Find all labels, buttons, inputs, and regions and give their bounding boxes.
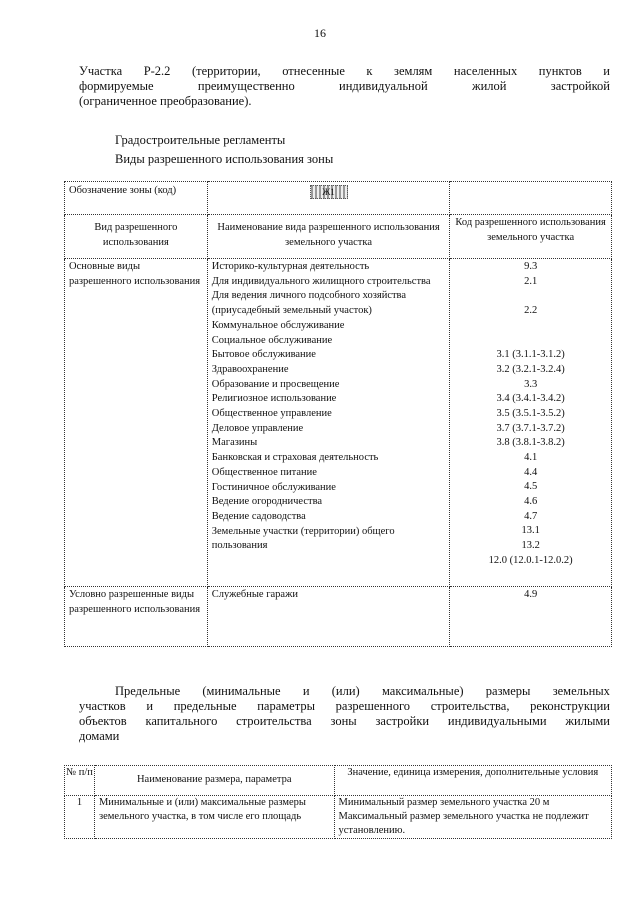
- word: пунктов: [538, 64, 582, 78]
- list-item: Коммунальное обслуживание: [211, 319, 345, 331]
- word: параметры: [257, 699, 315, 713]
- conditional-uses-row: [65, 587, 612, 647]
- word: участков: [79, 699, 126, 713]
- intro-line-2: [79, 79, 610, 94]
- word: застройки: [375, 714, 430, 728]
- list-item: Для индивидуального жилищного строительства: [211, 275, 431, 287]
- word: землям: [394, 64, 433, 78]
- list-item-code: 3.7 (3.7.1-3.7.2): [496, 422, 565, 434]
- list-item-code: 9.3: [524, 261, 538, 272]
- list-item: Общественное питание: [211, 466, 317, 478]
- list-item-code: 2.2: [524, 305, 538, 317]
- para-line-1: [79, 684, 610, 699]
- row-param-name: Минимальные и (или) максимальные размеры земельного участка, в том числе его площадь: [94, 796, 334, 839]
- list-item: Социальное обслуживание: [211, 334, 333, 346]
- list-item: Историко-культурная деятельность: [211, 261, 370, 272]
- heading-permitted-uses: Виды разрешенного использования зоны: [115, 152, 334, 166]
- table-header-row: [65, 215, 612, 259]
- list-item-code: 3.4 (3.4.1-3.4.2): [496, 393, 565, 405]
- header-param-name: Наименование размера, параметра: [94, 766, 334, 796]
- word: Р-2.2: [143, 64, 171, 78]
- list-item-code: 4.6: [524, 496, 538, 508]
- word: и: [146, 699, 154, 713]
- limits-paragraph: [79, 684, 610, 744]
- list-item: Религиозное использование: [211, 393, 337, 405]
- word: формируемые: [79, 79, 154, 93]
- list-item: Магазины: [211, 437, 258, 449]
- list-item-code: 3.5 (3.5.1-3.5.2): [496, 407, 565, 419]
- permitted-use-table: [64, 181, 612, 647]
- list-item-code: 13.1: [521, 525, 540, 537]
- list-item: Земельные участки (территории) общего пользования: [211, 525, 395, 552]
- conditional-uses-label: Условно разрешенные виды разрешенного использования: [65, 587, 208, 647]
- word: отнесенные: [282, 64, 345, 78]
- word: строительства,: [430, 699, 510, 713]
- word: населенных: [453, 64, 518, 78]
- header-code: Код разрешенного использования земельного участка: [450, 215, 612, 259]
- word: земельных: [552, 684, 610, 698]
- word: (территории,: [191, 64, 261, 78]
- row-num: 1: [65, 796, 95, 839]
- list-item-code: 4.7: [524, 510, 538, 522]
- header-num: № п/п: [65, 766, 95, 796]
- word: Участка: [79, 64, 123, 78]
- list-item: Образование и просвещение: [211, 378, 340, 390]
- list-item-code: 3.2 (3.2.1-3.2.4): [496, 363, 565, 375]
- list-item-code: 3.1 (3.1.1-3.1.2): [496, 349, 565, 361]
- list-item-code: 12.0 (12.0.1-12.0.2): [488, 554, 573, 566]
- list-item: Гостиничное обслуживание: [211, 481, 336, 493]
- list-item: Деловое управление: [211, 422, 304, 434]
- parameters-header-row: [65, 766, 612, 796]
- list-item: Для ведения личного подсобного хозяйства (приусадебный земельный участок): [211, 290, 407, 317]
- word: преимущественно: [197, 79, 295, 93]
- conditional-use-name: Служебные гаражи: [207, 587, 449, 647]
- word: максимальные): [381, 684, 464, 698]
- list-item: Банковская и страховая деятельность: [211, 452, 379, 464]
- table-row: [65, 796, 612, 839]
- intro-line-1: [79, 64, 610, 79]
- list-item: Ведение огородничества: [211, 496, 323, 508]
- word: (или): [331, 684, 360, 698]
- word: объектов: [79, 714, 127, 728]
- word: жилой: [471, 79, 507, 93]
- word: Предельные: [115, 684, 181, 698]
- conditional-use-code: 4.9: [450, 587, 612, 647]
- list-item-code: 3.8 (3.8.1-3.8.2): [496, 437, 565, 449]
- list-item-code: 4.1: [524, 451, 538, 463]
- page-number: 16: [314, 26, 326, 40]
- header-name: Наименование вида разрешенного использования земельного участка: [207, 215, 449, 259]
- word: разрешенного: [335, 699, 411, 713]
- heading-regulations: Градостроительные регламенты: [115, 133, 286, 147]
- list-item: Общественное управление: [211, 408, 332, 420]
- main-uses-names: [207, 259, 449, 587]
- word: жилыми: [565, 714, 610, 728]
- zone-code-label: Обозначение зоны (код): [65, 182, 208, 215]
- row-param-value: Минимальный размер земельного участка 20 м Максимальный размер земельного участка не подлежит установлению.: [334, 796, 612, 839]
- header-param-value: Значение, единица измерения, дополнительные условия: [334, 766, 612, 796]
- zone-code-stamp: Ж1: [310, 185, 348, 199]
- word: (минимальные: [202, 684, 281, 698]
- list-item: Бытовое обслуживание: [211, 349, 316, 361]
- word: и: [603, 64, 610, 78]
- zone-code-row: [65, 182, 612, 215]
- intro-text: [79, 64, 610, 109]
- list-item-code: 4.4: [524, 466, 538, 478]
- word: индивидуальной: [339, 79, 428, 93]
- word: к: [366, 64, 373, 78]
- word: застройкой: [550, 79, 610, 93]
- parameters-table: [64, 765, 612, 839]
- list-item: Ведение садоводства: [211, 510, 306, 522]
- word: предельные: [173, 699, 237, 713]
- word: и: [302, 684, 310, 698]
- word: реконструкции: [530, 699, 610, 713]
- main-uses-label: Основные виды разрешенного использования: [65, 259, 208, 587]
- word: капитального: [145, 714, 218, 728]
- para-line-3: [79, 714, 610, 729]
- list-item-code: 3.3: [524, 378, 538, 390]
- list-item-code: 2.1: [524, 275, 538, 287]
- header-type: Вид разрешенного использования: [65, 215, 208, 259]
- list-item: Здравоохранение: [211, 363, 289, 375]
- main-uses-codes: [450, 259, 612, 587]
- para-line-2: [79, 699, 610, 714]
- word: индивидуальными: [447, 714, 547, 728]
- zone-code-cell: [207, 182, 449, 215]
- zone-code-empty: [450, 182, 612, 215]
- word: строительства: [236, 714, 312, 728]
- list-item-code: 4.5: [524, 481, 538, 493]
- main-uses-row: [65, 259, 612, 587]
- word: размеры: [485, 684, 531, 698]
- word: зоны: [330, 714, 357, 728]
- list-item-code: 13.2: [521, 540, 540, 552]
- para-line-4: домами: [79, 729, 120, 743]
- intro-line-3: (ограниченное преобразование).: [79, 94, 252, 108]
